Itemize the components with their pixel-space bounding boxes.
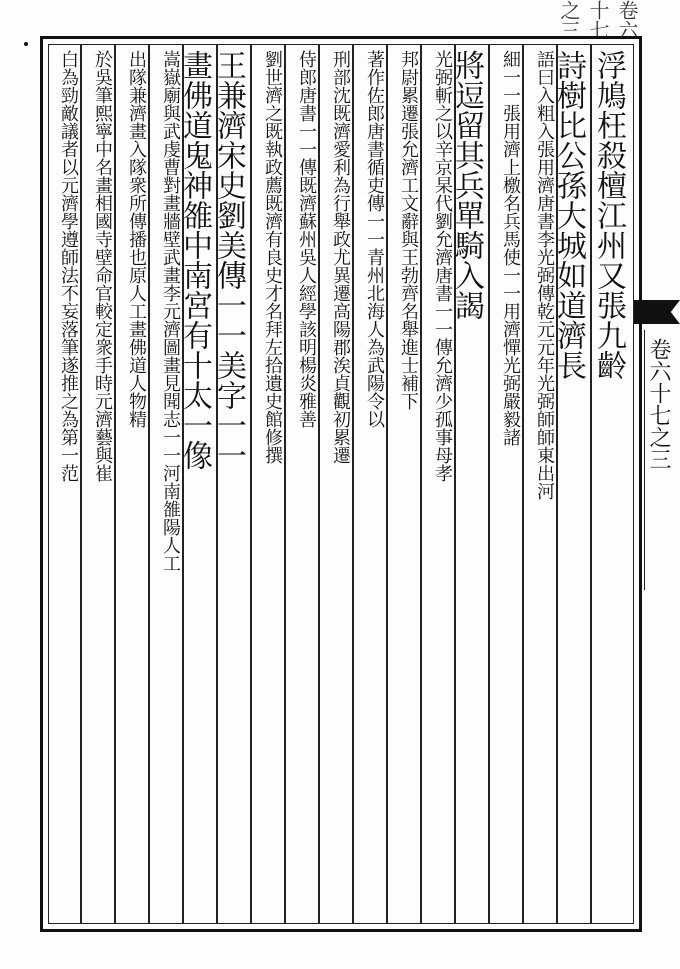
fishtail-mark	[634, 300, 680, 324]
column-rule	[114, 44, 116, 924]
text-column: 嵩嶽廟與武虔曹對畫牆壁武畫李元濟圖畫見聞志一一河南雒陽人工	[160, 50, 181, 572]
column-rule	[352, 44, 354, 924]
text-column: 侍郎唐書一一傳既濟蘇州吳人經學該明楊炎雅善	[296, 50, 317, 428]
text-column: 劉世濟之既執政薦既濟有良史才名拜左拾遺史館修撰	[262, 50, 283, 464]
text-column: 刑部沈既濟愛利為行舉政尤異遷高陽郡涘貞觀初累遷	[330, 50, 351, 464]
column-rule	[386, 44, 388, 924]
text-column: 細一一張用濟上檄名兵馬使一一用濟憚光弼嚴毅諸	[500, 50, 521, 446]
header-fragment: 卷六十七之三	[557, 0, 639, 40]
text-column: 語曰入粗入張用濟唐書李光弼傳乾元元年光弼師師東出河	[534, 50, 555, 500]
text-column: 詩樹比公孫大城如道濟長	[551, 50, 586, 380]
text-column: 王兼濟宋史劉美傳一一美字一一	[211, 50, 246, 470]
side-banner: 卷六十七之三	[644, 330, 674, 590]
column-rule	[318, 44, 320, 924]
text-column: 白為勁敵議者以元濟學遵師法不妄落筆遂推之為第一范	[58, 50, 79, 482]
column-rule	[80, 44, 82, 924]
text-column: 光弼斬之以辛京杲代劉允濟唐書一一傳允濟少孤事母孝	[432, 50, 453, 482]
text-column: 於吳筆熙寧中名畫相國寺壁命官較定衆手時元濟藝與崔	[92, 50, 113, 482]
text-column: 邦尉累遷張允濟工文辭與王勃齊名舉進士補下	[398, 50, 419, 410]
ink-dot	[24, 42, 28, 46]
column-rule	[284, 44, 286, 924]
column-rule	[148, 44, 150, 924]
column-rule	[522, 44, 524, 924]
text-column: 畫佛道鬼神雒中南宮有十太一像	[177, 50, 212, 470]
text-column: 將逗留其兵單騎入謁	[449, 50, 484, 320]
column-rule	[420, 44, 422, 924]
text-column: 浮鳩枉殺檀江州又張九齡	[591, 50, 626, 380]
text-column: 出隊兼濟畫入隊衆所傳播也原人工畫佛道人物精	[126, 50, 147, 428]
text-column: 著作佐郎唐書循吏傳一一青州北海人為武陽令以	[364, 50, 385, 428]
